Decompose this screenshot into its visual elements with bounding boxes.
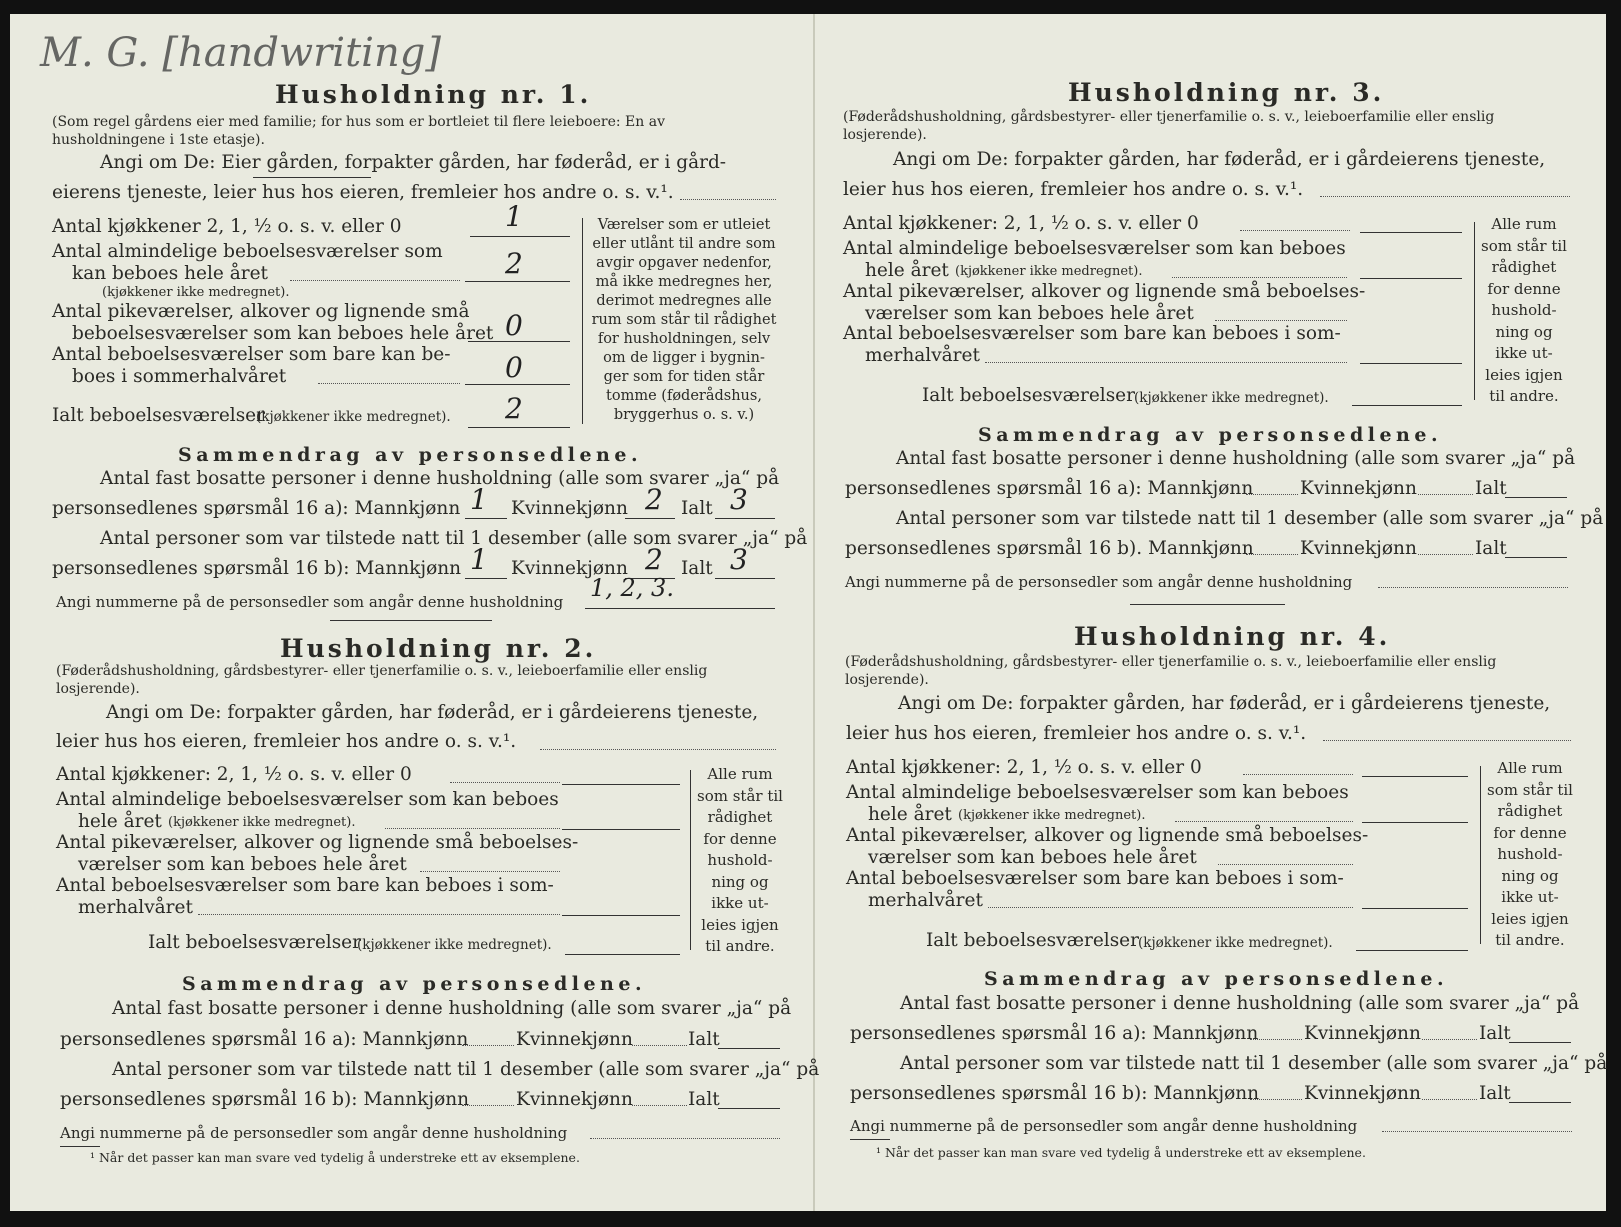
hh3-title: Husholdning nr. 3.: [1068, 78, 1385, 107]
hh2-tilst-line1: Antal personer som var tilstede natt til 1 desember (alle som svarer „ja“ på: [112, 1059, 820, 1080]
hh3-alm-line: [1360, 278, 1462, 279]
hh3-sommer-line2: merhalvåret: [865, 345, 980, 366]
hh4-sammendrag-title: Sammendrag av personsedlene.: [984, 968, 1449, 990]
hh4-fast-line2: personsedlenes spørsmål 16 a): Mannkjønn: [850, 1023, 1259, 1044]
hh2-ialt-label: Ialt beboelsesværelser: [148, 932, 361, 953]
hh1-fast-line1: Antal fast bosatte personer i denne husholdning (alle som svarer „ja“ på: [100, 468, 780, 489]
hh2-kjokkener-dots: [450, 782, 560, 783]
hh1-pike-line2: beboelsesværelser som kan beboes hele året: [72, 323, 494, 344]
hh3-pike-line1: Antal pikeværelser, alkover og lignende små beboelses-: [843, 281, 1366, 302]
hh1-b-mann-value: 1: [470, 543, 488, 576]
hh1-bracket-line: eller utlånt til andre som: [592, 236, 776, 252]
hh3-tilst-line1: Antal personer som var tilstede natt til 1 desember (alle som svarer „ja“ på: [896, 508, 1604, 529]
hh4-a-kvinne-label: Kvinnekjønn: [1304, 1023, 1421, 1044]
hh2-a-kvinne-label: Kvinnekjønn: [516, 1029, 633, 1050]
hh2-a-kvinne-line: [632, 1045, 687, 1046]
hh3-alm-dots: [1172, 277, 1347, 278]
hh3-alm-line2: hele året: [865, 260, 949, 281]
hh3-pike-line2: værelser som kan beboes hele året: [865, 303, 1194, 324]
hh1-ialt-line: [468, 427, 570, 428]
left-footnote: ¹ Når det passer kan man svare ved tydelig å understreke ett av eksemplene.: [90, 1150, 580, 1165]
hh4-b-ialt-label: Ialt: [1479, 1083, 1511, 1104]
hh1-bracket-line: ger som for tiden står: [603, 369, 765, 385]
hh1-a-mann-value: 1: [470, 483, 488, 516]
hh2-bracket-line: Alle rum: [707, 765, 773, 783]
hh1-alm-line2: kan beboes hele året: [72, 263, 268, 284]
hh3-a-ialt-line: [1505, 497, 1567, 498]
hh3-kjokkener-line: [1360, 232, 1462, 233]
hh3-bracket-note: [1478, 214, 1570, 408]
hh3-bracket-line: leies igjen: [1485, 365, 1563, 384]
hh1-bracket-line: om de ligger i bygnin-: [603, 350, 765, 366]
hh1-note: (Som regel gårdens eier med familie; for hus som er bortleiet til flere leieboere: En av husholdningene i 1ste etasje).: [52, 114, 665, 148]
hh3-sammendrag-title: Sammendrag av personsedlene.: [978, 424, 1443, 446]
page-fold: [813, 14, 815, 1211]
hh1-bracket-line: for husholdningen, selv: [597, 331, 771, 347]
hh1-angi-num-label: Angi nummerne på de personsedler som angår denne husholdning: [56, 593, 564, 611]
hh3-angi-answer-line: [1320, 196, 1570, 197]
hh3-b-ialt-line: [1505, 557, 1567, 558]
hh2-sommer-line1: Antal beboelsesværelser som bare kan beboes i som-: [56, 875, 554, 896]
hh3-a-ialt-label: Ialt: [1475, 478, 1507, 499]
hh1-title: Husholdning nr. 1.: [275, 80, 592, 109]
hh1-brace: [582, 218, 583, 424]
hh1-angi-num-value: 1, 2, 3.: [590, 574, 674, 602]
hh4-kjokkener-label: Antal kjøkkener: 2, 1, ½ o. s. v. eller 0: [846, 757, 1202, 778]
handwritten-header: M. G. [handwriting]: [40, 30, 441, 76]
hh3-divider: [1130, 604, 1285, 605]
hh4-a-mann-line: [1250, 1039, 1302, 1040]
hh1-tilst-line2: personsedlenes spørsmål 16 b): Mannkjønn: [52, 558, 462, 579]
hh3-angi-line2: leier hus hos eieren, fremleier hos andre o. s. v.¹.: [843, 179, 1304, 200]
hh2-bracket-line: som står til: [697, 786, 783, 805]
hh3-kjokkener-dots: [1240, 230, 1350, 231]
hh4-tilst-line2: personsedlenes spørsmål 16 b): Mannkjønn: [850, 1083, 1260, 1104]
hh4-alm-line1: Antal almindelige beboelsesværelser som kan beboes: [846, 782, 1349, 803]
hh4-sommer-line2: merhalvåret: [868, 890, 983, 911]
hh4-a-ialt-label: Ialt: [1479, 1023, 1511, 1044]
hh2-bracket-line: til andre.: [705, 937, 775, 955]
hh1-alm-line1: Antal almindelige beboelsesværelser som: [52, 241, 443, 262]
hh2-fast-line1: Antal fast bosatte personer i denne husholdning (alle som svarer „ja“ på: [112, 998, 792, 1019]
hh1-divider: [330, 620, 492, 621]
hh1-ialt-value: 2: [505, 392, 523, 425]
hh4-bracket-line: ning og: [1501, 866, 1559, 885]
hh2-alm-line2: hele året: [78, 811, 162, 832]
hh3-alm-note: (kjøkkener ikke medregnet).: [955, 264, 1143, 279]
hh4-kjokkener-line: [1362, 776, 1468, 777]
hh4-b-ialt-line: [1509, 1102, 1571, 1103]
hh2-b-mann-line: [462, 1105, 514, 1106]
hh4-alm-line: [1362, 822, 1468, 823]
hh4-bracket-line: hushold-: [1497, 845, 1563, 863]
hh1-sommer-line2: boes i sommerhalvåret: [72, 366, 287, 387]
hh2-fast-line2: personsedlenes spørsmål 16 a): Mannkjønn: [60, 1029, 469, 1050]
hh4-angi-answer-line: [1323, 740, 1571, 741]
hh1-a-kvinne-value: 2: [645, 483, 663, 516]
hh4-b-kvinne-line: [1422, 1099, 1477, 1100]
hh3-alm-line1: Antal almindelige beboelsesværelser som kan beboes: [843, 238, 1346, 259]
hh3-sommer-line: [1360, 363, 1462, 364]
hh2-b-kvinne-label: Kvinnekjønn: [516, 1089, 633, 1110]
hh2-bracket-line: for denne: [703, 829, 777, 848]
hh2-sommer-line: [562, 915, 680, 916]
hh3-a-kvinne-label: Kvinnekjønn: [1300, 478, 1417, 499]
hh4-ialt-label: Ialt beboelsesværelser: [926, 930, 1139, 951]
hh1-a-kvinne-line: [625, 518, 675, 519]
hh2-alm-dots: [385, 828, 560, 829]
hh3-bracket-line: ikke ut-: [1495, 344, 1553, 362]
hh4-bracket-line: ikke ut-: [1501, 888, 1559, 906]
hh4-pike-dots: [1218, 864, 1353, 865]
hh4-bracket-line: som står til: [1487, 780, 1573, 799]
hh3-bracket-line: for denne: [1487, 279, 1561, 298]
hh2-bracket-note: [694, 764, 786, 958]
hh4-sommer-line: [1362, 908, 1468, 909]
hh3-angi-num-label: Angi nummerne på de personsedler som angår denne husholdning: [845, 573, 1353, 591]
hh1-bracket-line: bryggerhus o. s. v.): [613, 407, 755, 423]
hh1-a-kvinne-label: Kvinnekjønn: [511, 498, 628, 519]
hh2-bracket-line: ikke ut-: [711, 894, 769, 912]
hh1-angi-num-line: [585, 608, 775, 609]
hh4-note: (Føderådshusholdning, gårdsbestyrer- eller tjenerfamilie o. s. v., leieboerfamilie eller enslig losjerende).: [845, 654, 1497, 688]
hh2-pike-line1: Antal pikeværelser, alkover og lignende små beboelses-: [56, 832, 579, 853]
hh2-angi-line2: leier hus hos eieren, fremleier hos andre o. s. v.¹.: [56, 731, 517, 752]
hh3-b-mann-line: [1246, 554, 1298, 555]
hh3-ialt-note: (kjøkkener ikke medregnet).: [1134, 390, 1329, 406]
hh3-pike-dots: [1215, 320, 1347, 321]
hh2-bracket-line: ning og: [711, 872, 769, 891]
hh4-pike-line1: Antal pikeværelser, alkover og lignende små beboelses-: [846, 825, 1369, 846]
hh1-bracket-line: rum som står til rådighet: [591, 312, 777, 328]
hh3-note: (Føderådshusholdning, gårdsbestyrer- eller tjenerfamilie o. s. v., leieboerfamilie eller enslig losjerende).: [843, 109, 1495, 143]
hh3-kjokkener-label: Antal kjøkkener: 2, 1, ½ o. s. v. eller 0: [843, 213, 1199, 234]
hh4-alm-note: (kjøkkener ikke medregnet).: [958, 808, 1146, 823]
hh4-ialt-line: [1356, 950, 1468, 951]
hh4-angi-line2: leier hus hos eieren, fremleier hos andre o. s. v.¹.: [846, 723, 1307, 744]
hh1-alm-note: (kjøkkener ikke medregnet).: [102, 285, 290, 300]
hh4-alm-line2: hele året: [868, 804, 952, 825]
hh2-pike-line2: værelser som kan beboes hele året: [78, 854, 407, 875]
hh2-angi-num-line: [590, 1138, 780, 1139]
hh2-sammendrag-title: Sammendrag av personsedlene.: [182, 973, 647, 995]
hh1-a-ialt-line: [715, 518, 775, 519]
hh2-a-ialt-line: [718, 1048, 780, 1049]
hh1-alm-line: [465, 281, 570, 282]
hh2-ialt-line: [565, 954, 680, 955]
hh1-pike-value: 0: [505, 309, 523, 342]
hh4-bracket-line: for denne: [1493, 823, 1567, 842]
hh4-tilst-line1: Antal personer som var tilstede natt til 1 desember (alle som svarer „ja“ på: [900, 1053, 1608, 1074]
hh3-bracket-line: ning og: [1495, 322, 1553, 341]
hh1-b-kvinne-value: 2: [645, 543, 663, 576]
hh1-bracket-line: avgir opgaver nedenfor,: [596, 255, 772, 271]
hh3-bracket-line: Alle rum: [1491, 215, 1557, 233]
hh1-b-mann-line: [465, 578, 507, 579]
hh1-sommer-line1: Antal beboelsesværelser som bare kan be-: [52, 344, 451, 365]
hh3-sommer-dots: [985, 362, 1347, 363]
hh2-b-ialt-line: [718, 1108, 780, 1109]
hh4-bracket-line: Alle rum: [1497, 759, 1563, 777]
hh1-bracket-note: [588, 216, 780, 425]
hh4-bracket-note: [1484, 758, 1576, 952]
hh1-bracket-line: derimot medregnes alle: [596, 293, 772, 309]
hh3-bracket-line: til andre.: [1489, 387, 1559, 405]
hh1-b-ialt-line: [715, 578, 775, 579]
hh3-bracket-line: som står til: [1481, 236, 1567, 255]
hh1-tilst-line1: Antal personer som var tilstede natt til 1 desember (alle som svarer „ja“ på: [100, 528, 808, 549]
hh3-bracket-line: hushold-: [1491, 301, 1557, 319]
hh1-eier-underline: [253, 177, 371, 178]
hh2-title: Husholdning nr. 2.: [280, 634, 597, 663]
hh1-fast-line2: personsedlenes spørsmål 16 a): Mannkjønn: [52, 498, 461, 519]
hh3-a-mann-line: [1246, 494, 1298, 495]
hh4-fast-line1: Antal fast bosatte personer i denne husholdning (alle som svarer „ja“ på: [900, 993, 1580, 1014]
hh1-alm-value: 2: [505, 247, 523, 280]
hh1-kjokkener-value: 1: [505, 200, 523, 233]
hh4-alm-dots: [1175, 821, 1353, 822]
hh1-alm-dots: [290, 280, 460, 281]
hh2-angi-answer-line: [540, 749, 776, 750]
hh4-a-ialt-line: [1509, 1042, 1571, 1043]
hh1-kjokkener-line: [470, 236, 570, 237]
hh4-angi-line1: Angi om De: forpakter gården, har føderåd, er i gårdeierens tjeneste,: [898, 693, 1551, 714]
hh4-angi-num-label: Angi nummerne på de personsedler som angår denne husholdning: [850, 1117, 1358, 1135]
hh2-angi-line1: Angi om De: forpakter gården, har føderåd, er i gårdeierens tjeneste,: [106, 702, 759, 723]
hh2-bracket-line: rådighet: [707, 808, 773, 826]
hh3-b-kvinne-label: Kvinnekjønn: [1300, 538, 1417, 559]
hh1-angi-answer-line: [680, 199, 776, 200]
hh2-note: (Føderådshusholdning, gårdsbestyrer- eller tjenerfamilie o. s. v., leieboerfamilie eller enslig losjerende).: [56, 663, 708, 697]
hh3-b-ialt-label: Ialt: [1475, 538, 1507, 559]
hh1-b-kvinne-label: Kvinnekjønn: [511, 558, 628, 579]
hh3-angi-line1: Angi om De: forpakter gården, har føderåd, er i gårdeierens tjeneste,: [893, 149, 1546, 170]
hh2-ialt-note: (kjøkkener ikke medregnet).: [357, 937, 552, 953]
hh1-pike-line1: Antal pikeværelser, alkover og lignende små: [52, 301, 470, 322]
hh4-brace: [1480, 766, 1481, 944]
hh4-a-kvinne-line: [1422, 1039, 1477, 1040]
hh2-alm-line1: Antal almindelige beboelsesværelser som kan beboes: [56, 789, 559, 810]
hh3-bracket-line: rådighet: [1491, 258, 1557, 276]
hh4-sommer-line1: Antal beboelsesværelser som bare kan beboes i som-: [846, 868, 1344, 889]
hh2-kjokkener-line: [562, 784, 680, 785]
hh3-fast-line2: personsedlenes spørsmål 16 a): Mannkjønn: [845, 478, 1254, 499]
hh3-angi-num-line: [1378, 587, 1568, 588]
hh2-bracket-line: leies igjen: [701, 915, 779, 934]
hh2-a-mann-line: [462, 1045, 514, 1046]
hh1-a-mann-line: [465, 518, 507, 519]
hh1-b-ialt-value: 3: [730, 543, 748, 576]
hh1-bracket-line: tomme (føderådshus,: [606, 388, 762, 404]
hh3-brace: [1474, 222, 1475, 400]
hh1-sammendrag-title: Sammendrag av personsedlene.: [178, 444, 643, 466]
hh1-bracket-line: Værelser som er utleiet: [597, 217, 771, 233]
hh1-a-ialt-label: Ialt: [681, 498, 713, 519]
hh4-bracket-line: rådighet: [1497, 802, 1563, 820]
right-footnote: ¹ Når det passer kan man svare ved tydelig å understreke ett av eksemplene.: [876, 1145, 1366, 1160]
hh2-kjokkener-label: Antal kjøkkener: 2, 1, ½ o. s. v. eller 0: [56, 764, 412, 785]
hh1-a-ialt-value: 3: [730, 483, 748, 516]
hh1-ialt-label: Ialt beboelsesværelser: [52, 405, 265, 426]
hh4-kjokkener-dots: [1243, 774, 1353, 775]
hh3-tilst-line2: personsedlenes spørsmål 16 b). Mannkjønn: [845, 538, 1254, 559]
hh2-alm-note: (kjøkkener ikke medregnet).: [168, 815, 356, 830]
hh4-angi-num-line: [1382, 1131, 1572, 1132]
hh1-b-ialt-label: Ialt: [681, 558, 713, 579]
hh1-sommer-dots: [318, 383, 460, 384]
hh3-ialt-label: Ialt beboelsesværelser: [922, 385, 1135, 406]
hh3-fast-line1: Antal fast bosatte personer i denne husholdning (alle som svarer „ja“ på: [896, 448, 1576, 469]
hh4-sommer-dots: [988, 907, 1353, 908]
hh1-kjokkener-label: Antal kjøkkener 2, 1, ½ o. s. v. eller 0: [52, 216, 402, 237]
footnote-rule: [850, 1139, 890, 1140]
hh4-pike-line2: værelser som kan beboes hele året: [868, 847, 1197, 868]
hh2-b-kvinne-line: [632, 1105, 687, 1106]
hh4-ialt-note: (kjøkkener ikke medregnet).: [1138, 935, 1333, 951]
hh4-b-mann-line: [1250, 1099, 1302, 1100]
hh2-tilst-line2: personsedlenes spørsmål 16 b): Mannkjønn: [60, 1089, 470, 1110]
hh4-bracket-line: leies igjen: [1491, 909, 1569, 928]
hh2-b-ialt-label: Ialt: [688, 1089, 720, 1110]
hh1-angi-line2: eierens tjeneste, leier hus hos eieren, fremleier hos andre o. s. v.¹.: [52, 182, 674, 203]
hh4-b-kvinne-label: Kvinnekjønn: [1304, 1083, 1421, 1104]
hh2-a-ialt-label: Ialt: [688, 1029, 720, 1050]
hh4-title: Husholdning nr. 4.: [1074, 622, 1391, 651]
hh1-sommer-line: [465, 384, 570, 385]
hh2-brace: [690, 770, 691, 950]
hh2-sommer-dots: [198, 914, 560, 915]
hh2-pike-dots: [420, 871, 560, 872]
hh3-b-kvinne-line: [1418, 554, 1473, 555]
hh3-sommer-line1: Antal beboelsesværelser som bare kan beboes i som-: [843, 323, 1341, 344]
hh1-ialt-note: (kjøkkener ikke medregnet).: [256, 409, 451, 425]
hh1-sommer-value: 0: [505, 351, 523, 384]
hh3-ialt-line: [1352, 405, 1462, 406]
hh2-bracket-line: hushold-: [707, 851, 773, 869]
hh4-bracket-line: til andre.: [1495, 931, 1565, 949]
hh2-alm-line: [562, 829, 680, 830]
hh1-bracket-line: må ikke medregnes her,: [595, 274, 773, 290]
hh1-angi-line1: Angi om De: Eier gården, forpakter gården, har føderåd, er i gård-: [100, 152, 727, 173]
hh3-a-kvinne-line: [1418, 494, 1473, 495]
footnote-rule: [60, 1146, 100, 1147]
hh2-sommer-line2: merhalvåret: [78, 897, 193, 918]
hh2-angi-num-label: Angi nummerne på de personsedler som angår denne husholdning: [60, 1124, 568, 1142]
